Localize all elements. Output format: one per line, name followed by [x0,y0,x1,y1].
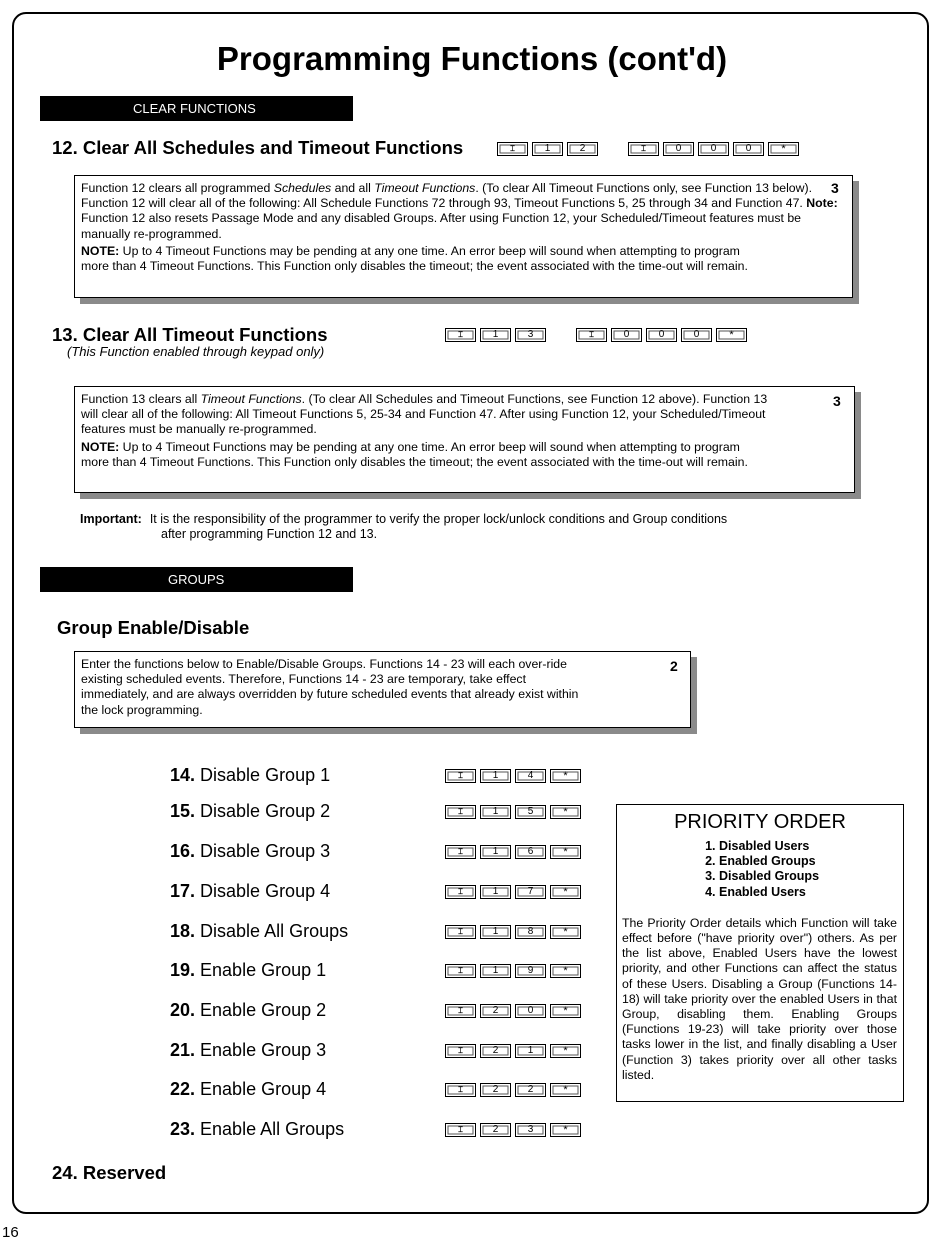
group-function-row [170,881,330,902]
lock-key-icon: ⌶ [445,1083,476,1097]
function-number: 22. [170,1079,196,1099]
star-key-icon: * [550,805,581,819]
priority-order-description: The Priority Order details which Function will take effect before ("have priority over") others. As per the list above, Enabled Users have the lowest priority, and other Functions can affect the status of these Users. Disabling a Group (Functions 14-18) will take priority over the enabled Users in that Group, disabling them. Enabling Groups (Functions 19-23) will take priority over those tasks lower in the list, and finally disabling a User (Function 3) takes priority over all other tasks listed. [622,915,897,1082]
key-6: 6 [515,845,546,859]
key-1: 1 [480,885,511,899]
function-number: 14. [170,765,196,785]
group-function-row [170,801,330,822]
function-13-subheading: (This Function enabled through keypad only) [67,344,325,359]
function-number: 15. [170,801,196,821]
key-3: 3 [515,328,546,342]
group-function-keys [445,845,581,859]
star-key-icon: * [550,1004,581,1018]
key-2: 2 [480,1083,511,1097]
groups-badge: 2 [670,658,678,674]
star-key-icon: * [550,1044,581,1058]
key-2: 2 [480,1004,511,1018]
function-13-badge: 3 [833,393,841,409]
priority-item: 3. Disabled Groups [719,869,903,884]
group-function-row [170,921,348,942]
lock-key-icon: ⌶ [445,769,476,783]
group-function-keys [445,1044,581,1058]
group-function-keys [445,925,581,939]
lock-key-icon: ⌶ [445,1123,476,1137]
function-number: 23. [170,1119,196,1139]
function-label: Enable Group 2 [195,1000,327,1020]
key-1: 1 [480,964,511,978]
star-key-icon: * [550,769,581,783]
function-number: 19. [170,960,196,980]
section-bar-clear-functions: CLEAR FUNCTIONS [40,96,353,121]
group-function-keys [445,964,581,978]
function-12-badge: 3 [831,180,839,196]
function-number: 16. [170,841,196,861]
priority-item: 4. Enabled Users [719,885,903,900]
function-number: 20. [170,1000,196,1020]
lock-key-icon: ⌶ [445,1004,476,1018]
group-function-keys [445,805,581,819]
key-0: 0 [663,142,694,156]
page-number: 16 [2,1224,19,1241]
lock-key-icon: ⌶ [628,142,659,156]
star-key-icon: * [768,142,799,156]
key-0: 0 [698,142,729,156]
key-0: 0 [515,1004,546,1018]
key-5: 5 [515,805,546,819]
lock-key-icon: ⌶ [497,142,528,156]
key-2: 2 [515,1083,546,1097]
important-note [80,512,727,542]
star-key-icon: * [550,845,581,859]
key-0: 0 [646,328,677,342]
group-function-row [170,841,330,862]
key-2: 2 [480,1123,511,1137]
group-function-row [170,1040,326,1061]
function-label: Disable Group 2 [195,801,331,821]
key-1: 1 [532,142,563,156]
key-2: 2 [480,1044,511,1058]
group-function-keys [445,885,581,899]
group-function-keys [445,769,581,783]
function-label: Enable Group 1 [195,960,327,980]
function-label: Enable Group 3 [195,1040,327,1060]
group-function-row [170,765,330,786]
star-key-icon: * [550,1083,581,1097]
star-key-icon: * [550,885,581,899]
key-1: 1 [480,925,511,939]
function-24-reserved: 24. Reserved [52,1162,167,1183]
star-key-icon: * [550,1123,581,1137]
function-label: Disable Group 1 [195,765,331,785]
function-12-keys [497,142,799,156]
key-1: 1 [480,845,511,859]
priority-item: 1. Disabled Users [719,839,903,854]
key-0: 0 [611,328,642,342]
priority-item: 2. Enabled Groups [719,854,903,869]
function-12-note: Function 12 clears all programmed Schedules and all Timeout Functions. (To clear All Timeout Functions only, see Function 13 below). Function 12 will clear all of the following: All Schedule Functions 72 through 93, Timeout Functions 5, 25 through 34 and Function 47. Note: Function 12 also resets Passage Mode and any disabled Groups. After using Function 12, your Scheduled/Timeout features must be manually re-programmed. NOTE: Up to 4 Timeout Functions may be pending at any one time. An error beep will sound when attempting to program more than 4 Timeout Functions. This Function only disables the timeout; the event associated with the time-out will remain. [74,175,853,298]
key-2: 2 [567,142,598,156]
group-function-keys [445,1004,581,1018]
group-function-keys [445,1083,581,1097]
important-label: Important: [80,512,142,526]
function-label: Disable Group 4 [195,881,331,901]
priority-order-box [616,804,904,1102]
lock-key-icon: ⌶ [445,805,476,819]
group-function-keys [445,1123,581,1137]
lock-key-icon: ⌶ [576,328,607,342]
function-13-keys [445,328,747,342]
group-function-row [170,1119,344,1140]
function-label: Enable Group 4 [195,1079,327,1099]
lock-key-icon: ⌶ [445,845,476,859]
star-key-icon: * [550,964,581,978]
group-function-row [170,960,326,981]
key-3: 3 [515,1123,546,1137]
priority-order-title: PRIORITY ORDER [674,811,846,833]
function-13-note: Function 13 clears all Timeout Functions. (To clear All Schedules and Timeout Functions, see Function 12 above). Function 13 will clear all of the following: All Timeout Functions 5, 25-34 and Function 47. After using Function 12, your Scheduled/Timeout features must be manually re-programmed. NOTE: Up to 4 Timeout Functions may be pending at any one time. An error beep will sound when attempting to program more than 4 Timeout Functions. This Function only disables the timeout; the event associated with the time-out will remain. [74,386,855,493]
function-label: Enable All Groups [195,1119,345,1139]
groups-note: Enter the functions below to Enable/Disable Groups. Functions 14 - 23 will each over-ride existing scheduled events. Therefore, Functions 14 - 23 are temporary, take effect immediately, and are always overridden by future scheduled events that already exist within the lock programming. [74,651,691,728]
lock-key-icon: ⌶ [445,1044,476,1058]
function-12-heading: 12. Clear All Schedules and Timeout Functions [52,137,464,158]
lock-key-icon: ⌶ [445,885,476,899]
key-1: 1 [480,769,511,783]
key-1: 1 [515,1044,546,1058]
page-title: Programming Functions (cont'd) [216,40,728,77]
function-label: Disable All Groups [195,921,349,941]
key-7: 7 [515,885,546,899]
key-0: 0 [681,328,712,342]
section-bar-groups: GROUPS [40,567,353,592]
key-4: 4 [515,769,546,783]
key-1: 1 [480,805,511,819]
priority-order-list [617,839,903,900]
group-function-row [170,1079,326,1100]
star-key-icon: * [550,925,581,939]
key-1: 1 [480,328,511,342]
function-label: Disable Group 3 [195,841,331,861]
groups-heading: Group Enable/Disable [57,617,250,638]
important-line-1: It is the responsibility of the programmer to verify the proper lock/unlock conditions and Group conditions [149,512,728,526]
function-number: 17. [170,881,196,901]
function-number: 18. [170,921,196,941]
lock-key-icon: ⌶ [445,964,476,978]
key-8: 8 [515,925,546,939]
group-function-row [170,1000,326,1021]
key-0: 0 [733,142,764,156]
important-line-2: after programming Function 12 and 13. [161,527,378,541]
lock-key-icon: ⌶ [445,328,476,342]
function-number: 21. [170,1040,196,1060]
key-9: 9 [515,964,546,978]
lock-key-icon: ⌶ [445,925,476,939]
star-key-icon: * [716,328,747,342]
function-13-heading: 13. Clear All Timeout Functions [52,324,328,345]
